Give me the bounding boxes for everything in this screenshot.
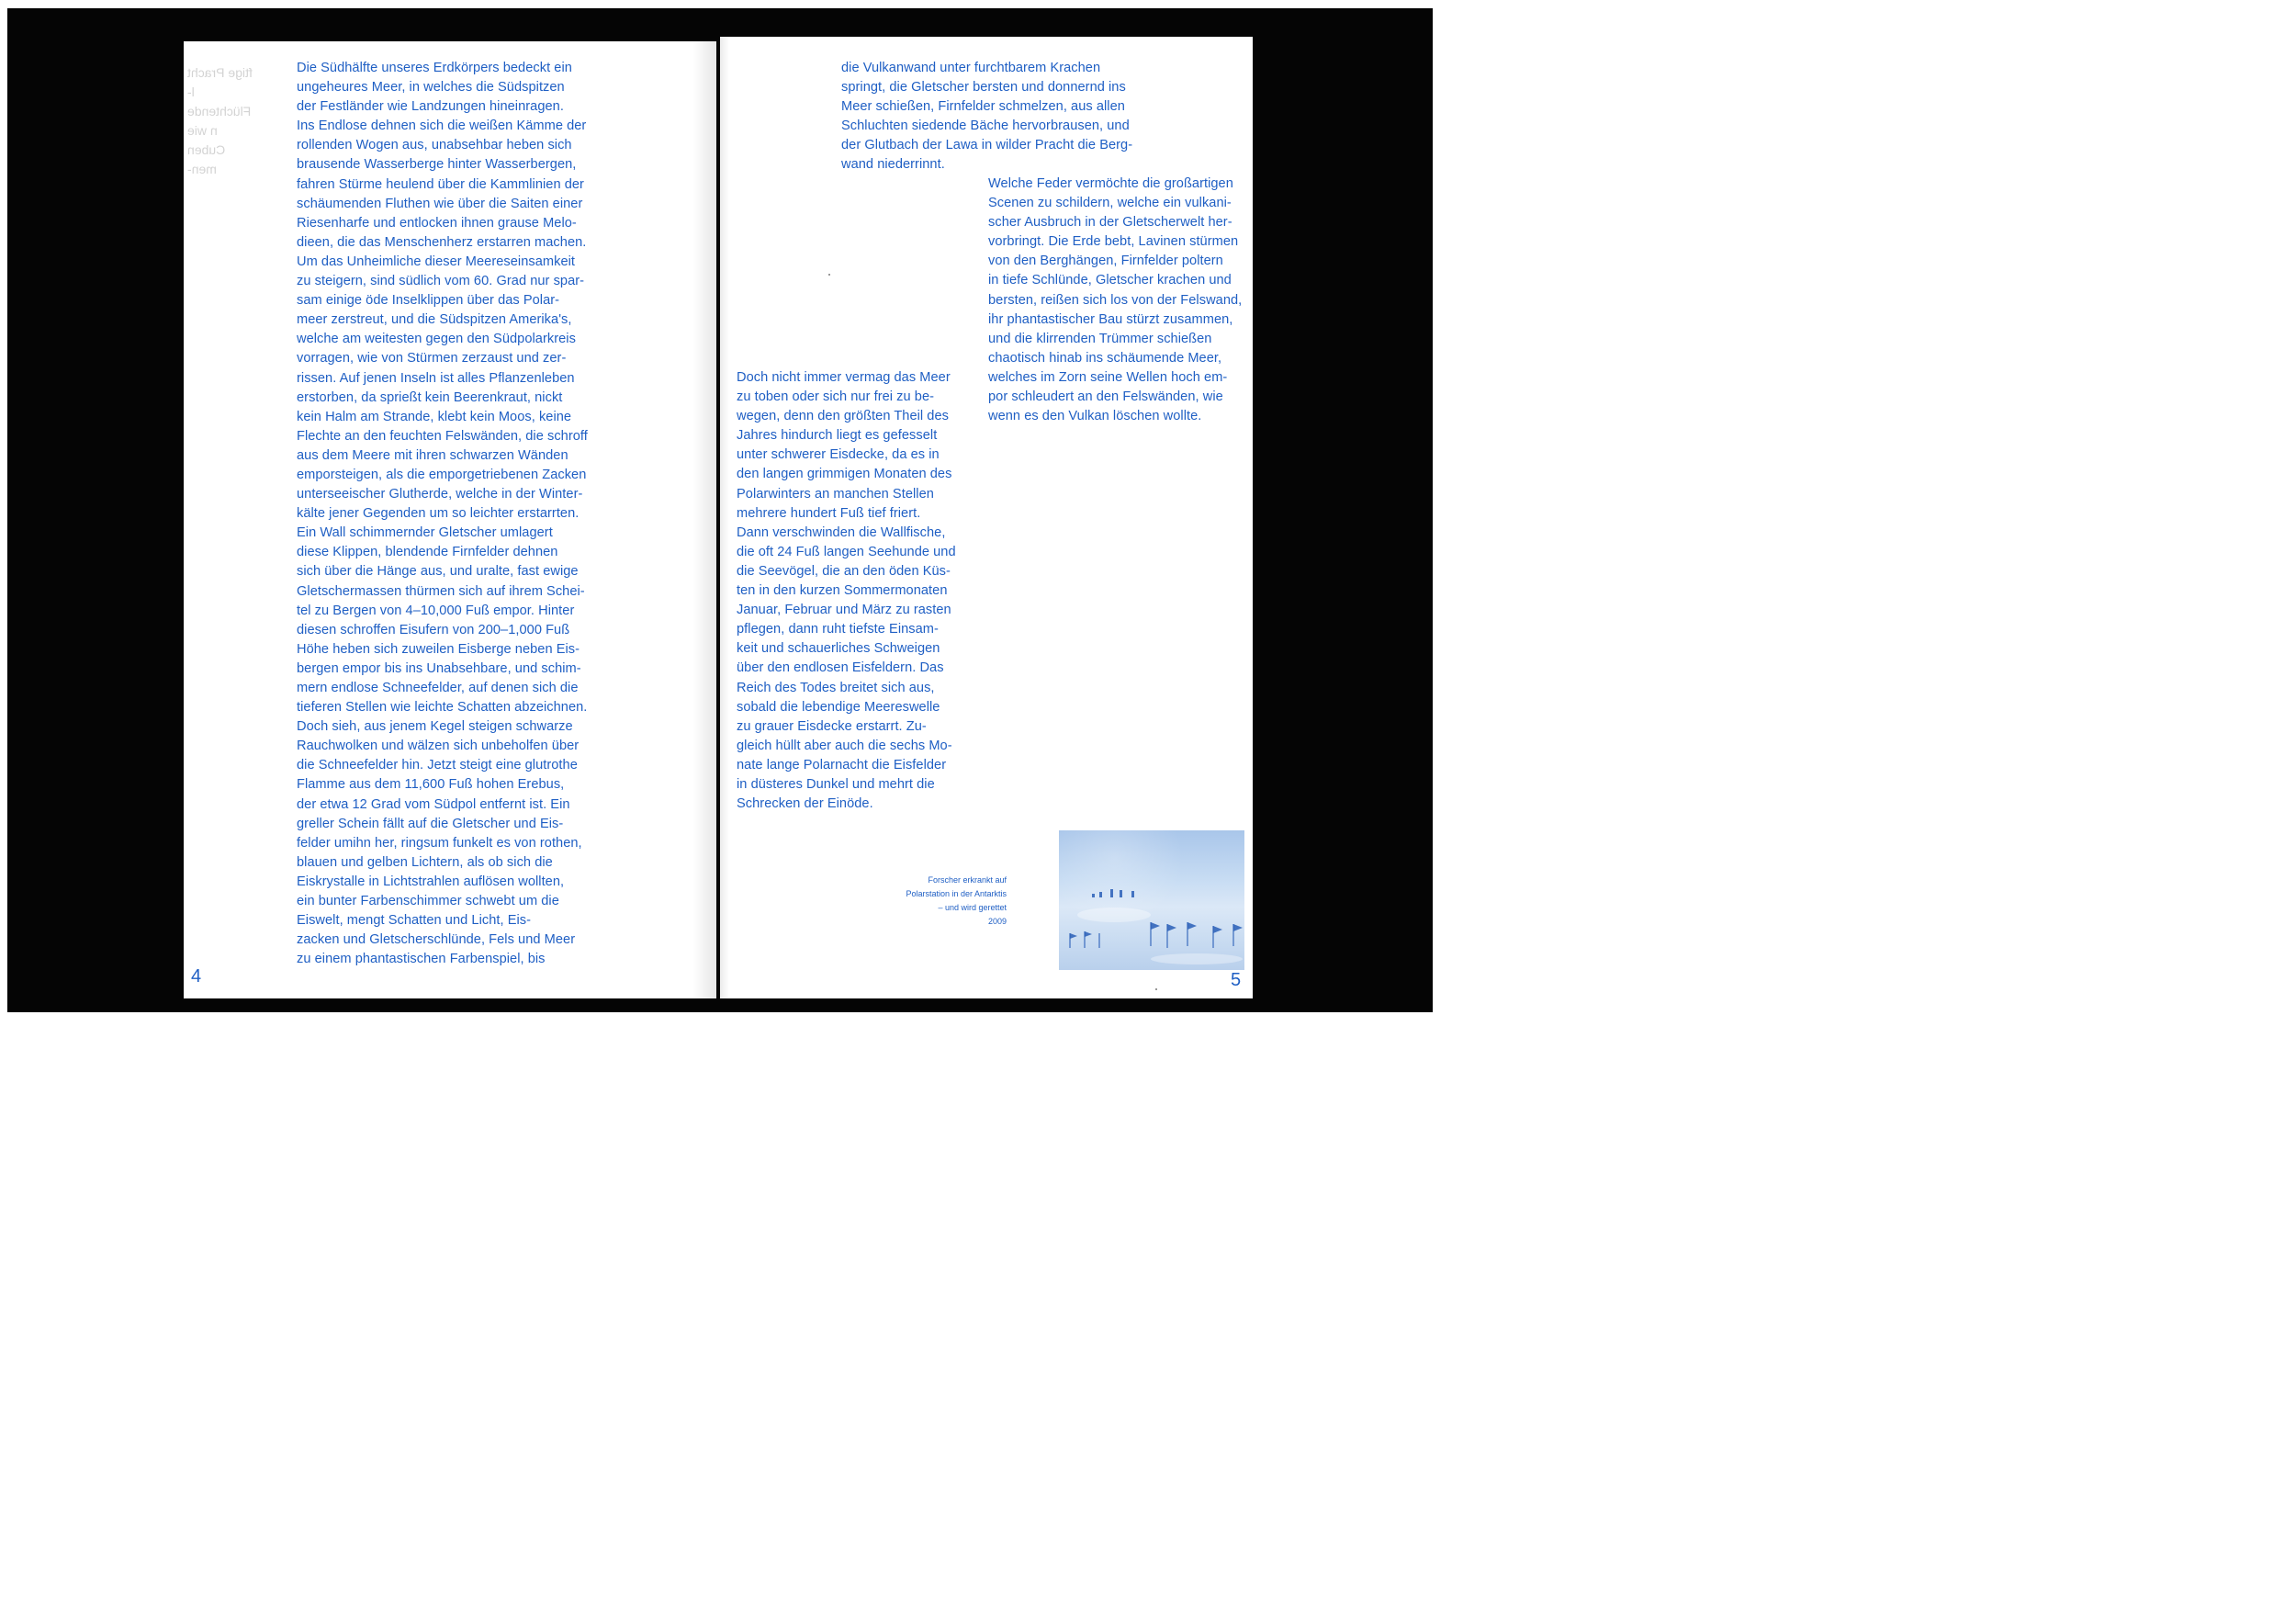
text-line: Eiswelt, mengt Schatten und Licht, Eis-	[297, 913, 532, 929]
text-line: Meer schießen, Firnfelder schmelzen, aus allen	[841, 99, 1125, 115]
text-line: felder umihn her, ringsum funkelt es von rothen,	[297, 835, 582, 851]
text-line: zacken und Gletscherschlünde, Fels und Meer	[297, 932, 576, 948]
text-line: Schrecken der Einöde.	[737, 796, 873, 812]
antarctic-station-photo	[1059, 830, 1244, 970]
left-page	[184, 41, 716, 998]
text-line: Ins Endlose dehnen sich die weißen Kämme der	[297, 118, 587, 134]
text-line: blauen und gelben Lichtern, als ob sich die	[297, 854, 553, 870]
text-line: nate lange Polarnacht die Eisfelder	[737, 757, 947, 773]
page-number-left: 4	[191, 966, 202, 987]
text-line: die oft 24 Fuß langen Seehunde und	[737, 544, 956, 559]
text-line: Ein Wall schimmernder Gletscher umlagert	[297, 525, 553, 541]
text-line: in düsteres Dunkel und mehrt die	[737, 776, 935, 792]
text-line: welche am weitesten gegen den Südpolarkreis	[297, 332, 576, 347]
right-top-text-block	[841, 59, 1172, 175]
text-line: Schluchten siedende Bäche hervorbrausen, und	[841, 118, 1130, 134]
text-line: wand niederrinnt.	[841, 157, 945, 173]
show-through-text	[187, 63, 270, 275]
show-through-line: n wie	[187, 123, 218, 139]
text-line: der Glutbach der Lawa in wilder Pracht die Berg-	[841, 138, 1133, 153]
text-line: Reich des Todes breitet sich aus,	[737, 680, 935, 695]
text-line: und die klirrenden Trümmer schießen	[988, 331, 1212, 346]
text-line: der Festländer wie Landzungen hineinragen.	[297, 99, 564, 115]
text-line: rollenden Wogen aus, unabsehbar heben sich	[297, 138, 572, 153]
text-line: brausende Wasserberge hinter Wasserbergen,	[297, 157, 577, 173]
text-line: emporsteigen, als die emporgetriebenen Zacken	[297, 467, 587, 482]
right-lower-text-column	[737, 368, 975, 814]
text-line: fahren Stürme heulend über die Kammlinien der	[297, 176, 584, 192]
text-line: Flechte an den feuchten Felswänden, die schroff	[297, 428, 588, 444]
text-line: pflegen, dann ruht tiefste Einsam-	[737, 622, 939, 637]
text-line: über den endlosen Eisfeldern. Das	[737, 660, 944, 676]
text-line: erstorben, da sprießt kein Beerenkraut, nickt	[297, 389, 563, 405]
text-line: in tiefe Schlünde, Gletscher krachen und	[988, 273, 1232, 288]
text-line: Doch sieh, aus jenem Kegel steigen schwarze	[297, 719, 573, 735]
text-line: sich über die Hänge aus, und uralte, fast ewige	[297, 564, 579, 580]
text-line: von den Berghängen, Firnfelder poltern	[988, 254, 1223, 269]
text-line: dieen, die das Menschenherz erstarren machen.	[297, 234, 587, 250]
right-page	[720, 37, 1253, 998]
text-line: der etwa 12 Grad vom Südpol entfernt ist. Ein	[297, 796, 570, 812]
text-line: den langen grimmigen Monaten des	[737, 467, 952, 482]
text-line: unterseeischer Glutherde, welche in der Winter-	[297, 487, 583, 502]
text-line: Jahres hindurch liegt es gefesselt	[737, 428, 938, 444]
gutter-shadow	[692, 41, 716, 998]
text-line: Rauchwolken und wälzen sich unbeholfen über	[297, 739, 580, 754]
text-line: diesen schroffen Eisufern von 200–1,000 Fuß	[297, 622, 570, 637]
text-line: bersten, reißen sich los von der Felswand,	[988, 292, 1243, 308]
text-line: die Schneefelder hin. Jetzt steigt eine glutrothe	[297, 758, 578, 773]
scan-speck	[1155, 988, 1157, 990]
text-line: greller Schein fällt auf die Gletscher und Eis-	[297, 816, 564, 831]
left-text-column	[297, 59, 613, 969]
text-line: schäumenden Fluthen wie über die Saiten einer	[297, 196, 583, 211]
photo-caption	[865, 874, 1007, 929]
text-line: kein Halm am Strande, klebt kein Moos, keine	[297, 409, 572, 424]
caption-line: Forscher erkrankt auf	[928, 875, 1007, 885]
text-line: diese Klippen, blendende Firnfelder dehnen	[297, 545, 558, 560]
text-line: Dann verschwinden die Wallfische,	[737, 524, 946, 540]
show-through-line: men-	[187, 162, 217, 177]
photo-illustration	[1059, 830, 1244, 970]
text-line: meer zerstreut, und die Südspitzen Amerika's,	[297, 312, 572, 328]
text-line: ten in den kurzen Sommermonaten	[737, 583, 948, 599]
text-line: wenn es den Vulkan löschen wollte.	[988, 409, 1202, 424]
text-line: Scenen zu schildern, welche ein vulkani-	[988, 196, 1232, 211]
text-line: unter schwerer Eisdecke, da es in	[737, 447, 940, 463]
text-line: welches im Zorn seine Wellen hoch em-	[988, 369, 1228, 385]
text-line: Die Südhälfte unseres Erdkörpers bedeckt ein	[297, 61, 572, 75]
text-line: zu steigern, sind südlich vom 60. Grad nur spar-	[297, 274, 585, 289]
text-line: keit und schauerliches Schweigen	[737, 641, 940, 657]
text-line: gleich hüllt aber auch die sechs Mo-	[737, 738, 952, 753]
text-line: Riesenharfe und entlocken ihnen grause Melo-	[297, 215, 577, 231]
text-line: Höhe heben sich zuweilen Eisberge neben Eis-	[297, 641, 580, 657]
text-line: die Seevögel, die an den öden Küs-	[737, 563, 951, 579]
text-line: por schleudert an den Felswänden, wie	[988, 389, 1223, 405]
text-line: ihr phantastischer Bau stürzt zusammen,	[988, 311, 1233, 327]
text-line: bergen empor bis ins Unabsehbare, und schim-	[297, 660, 581, 676]
text-line: ungeheures Meer, in welches die Südspitzen	[297, 80, 565, 96]
text-line: Um das Unheimliche dieser Meereseinsamkeit	[297, 254, 576, 269]
show-through-line: l-	[187, 85, 195, 100]
show-through-line: ftige Pracht	[187, 65, 253, 80]
caption-line: – und wird gerettet	[938, 903, 1007, 912]
text-line: ein bunter Farbenschimmer schwebt um die	[297, 894, 559, 909]
text-line: Doch nicht immer vermag das Meer	[737, 370, 951, 385]
page-number-right: 5	[1231, 970, 1242, 990]
right-upper-text-column	[988, 175, 1253, 426]
text-line: mehrere hundert Fuß tief friert.	[737, 505, 921, 521]
text-line: Welche Feder vermöchte die großartigen	[988, 176, 1233, 191]
text-line: mern endlose Schneefelder, auf denen sich die	[297, 681, 579, 695]
text-line: rissen. Auf jenen Inseln ist alles Pflanzenleben	[297, 370, 575, 386]
text-line: vorragen, wie von Stürmen zerzaust und zer-	[297, 351, 567, 367]
text-line: springt, die Gletscher bersten und donnernd ins	[841, 80, 1126, 96]
text-line: Polarwinters an manchen Stellen	[737, 486, 934, 502]
show-through-line: Flüchtende	[187, 104, 252, 119]
text-line: Januar, Februar und März zu rasten	[737, 603, 951, 618]
caption-line: 2009	[987, 917, 1007, 926]
text-line: kälte jener Gegenden um so leichter erstarrten.	[297, 506, 580, 522]
text-line: zu einem phantastischen Farbenspiel, bis	[297, 952, 546, 967]
text-line: Flamme aus dem 11,600 Fuß hohen Erebus,	[297, 777, 565, 793]
gutter-shadow	[720, 37, 729, 998]
text-line: wegen, denn den größten Theil des	[737, 409, 949, 424]
text-line: sobald die lebendige Meereswelle	[737, 699, 940, 715]
caption-line: Polarstation in der Antarktis	[906, 889, 1007, 898]
text-line: tel zu Bergen von 4–10,000 Fuß empor. Hinter	[297, 603, 575, 618]
show-through-line: Cuben	[187, 142, 226, 158]
text-line: aus dem Meere mit ihren schwarzen Wänden	[297, 447, 568, 463]
text-line: vorbringt. Die Erde bebt, Lavinen stürmen	[988, 234, 1239, 250]
text-line: die Vulkanwand unter furchtbarem Krachen	[841, 61, 1101, 75]
scan-speck	[828, 274, 830, 276]
text-line: tieferen Stellen wie leichte Schatten abzeichnen.	[297, 700, 588, 716]
text-line: zu grauer Eisdecke erstarrt. Zu-	[737, 718, 927, 734]
text-line: Gletschermassen thürmen sich auf ihrem Schei-	[297, 583, 585, 599]
text-line: chaotisch hinab ins schäumende Meer,	[988, 350, 1222, 366]
text-line: Eiskrystalle in Lichtstrahlen auflösen wollten,	[297, 874, 565, 889]
text-line: zu toben oder sich nur frei zu be-	[737, 389, 935, 405]
text-line: scher Ausbruch in der Gletscherwelt her-	[988, 215, 1232, 231]
text-line: sam einige öde Inselklippen über das Polar-	[297, 293, 560, 309]
